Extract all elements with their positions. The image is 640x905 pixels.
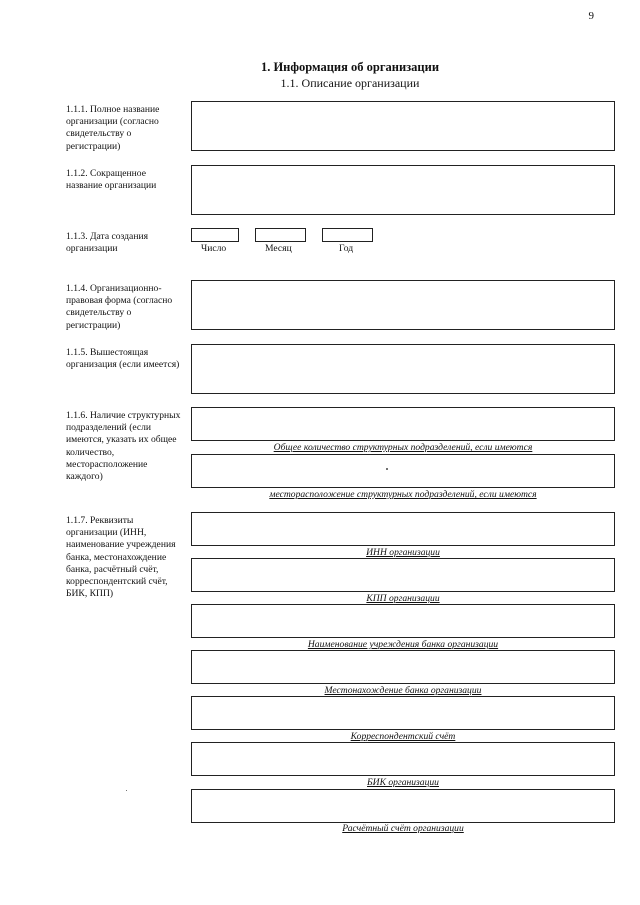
bik-caption: БИК организации <box>367 777 439 788</box>
kpp-field[interactable] <box>191 558 615 592</box>
subdivisions-label: 1.1.6. Наличие структурных подразделений (если имеются, указать их общее количество, месторасположение каждого) <box>66 410 181 483</box>
month-field[interactable] <box>255 228 306 242</box>
title-block <box>0 60 640 91</box>
subdivisions-location-caption: месторасположение структурных подразделений, если имеются <box>269 489 537 500</box>
month-label: Месяц <box>265 243 292 254</box>
subdivisions-count-field[interactable] <box>191 407 615 441</box>
subdivisions-count-caption: Общее количество структурных подразделений, если имеются <box>273 442 533 453</box>
settlement-account-caption: Расчётный счёт организации <box>342 823 464 834</box>
year-field[interactable] <box>322 228 373 242</box>
scan-speck <box>386 468 388 470</box>
page-number: 9 <box>588 10 594 22</box>
corr-account-field[interactable] <box>191 696 615 730</box>
parent-org-field[interactable] <box>191 344 615 394</box>
bank-location-caption: Местонахождение банка организации <box>324 685 482 696</box>
requisites-label: 1.1.7. Реквизиты организации (ИНН, наименование учреждения банка, местонахождение банка, расчётный счёт, корреспондентский счёт, БИК, КПП) <box>66 515 176 600</box>
day-field[interactable] <box>191 228 239 242</box>
inn-caption: ИНН организации <box>366 547 440 558</box>
corr-account-caption: Корреспондентский счёт <box>350 731 456 742</box>
full-name-field[interactable] <box>191 101 615 151</box>
parent-org-label: 1.1.5. Вышестоящая организация (если имеется) <box>66 347 180 371</box>
subdivisions-location-field[interactable] <box>191 454 615 488</box>
bank-name-caption: Наименование учреждения банка организации <box>307 639 499 650</box>
bik-field[interactable] <box>191 742 615 776</box>
legal-form-field[interactable] <box>191 280 615 330</box>
section-title: 1. Информация об организации <box>260 60 440 74</box>
bank-location-field[interactable] <box>191 650 615 684</box>
year-label: Год <box>339 243 354 254</box>
day-label: Число <box>201 243 227 254</box>
legal-form-label: 1.1.4. Организационно-правовая форма (согласно свидетельству о регистрации) <box>66 283 173 331</box>
short-name-label: 1.1.2. Сокращенное название организации <box>66 168 157 192</box>
inn-field[interactable] <box>191 512 615 546</box>
scan-speck <box>126 790 127 791</box>
settlement-account-field[interactable] <box>191 789 615 823</box>
full-name-label: 1.1.1. Полное название организации (согласно свидетельству о регистрации) <box>66 104 160 152</box>
creation-date-label: 1.1.3. Дата создания организации <box>66 231 148 255</box>
subsection-title: 1.1. Описание организации <box>280 76 420 90</box>
short-name-field[interactable] <box>191 165 615 215</box>
bank-name-field[interactable] <box>191 604 615 638</box>
kpp-caption: КПП организации <box>366 593 440 604</box>
